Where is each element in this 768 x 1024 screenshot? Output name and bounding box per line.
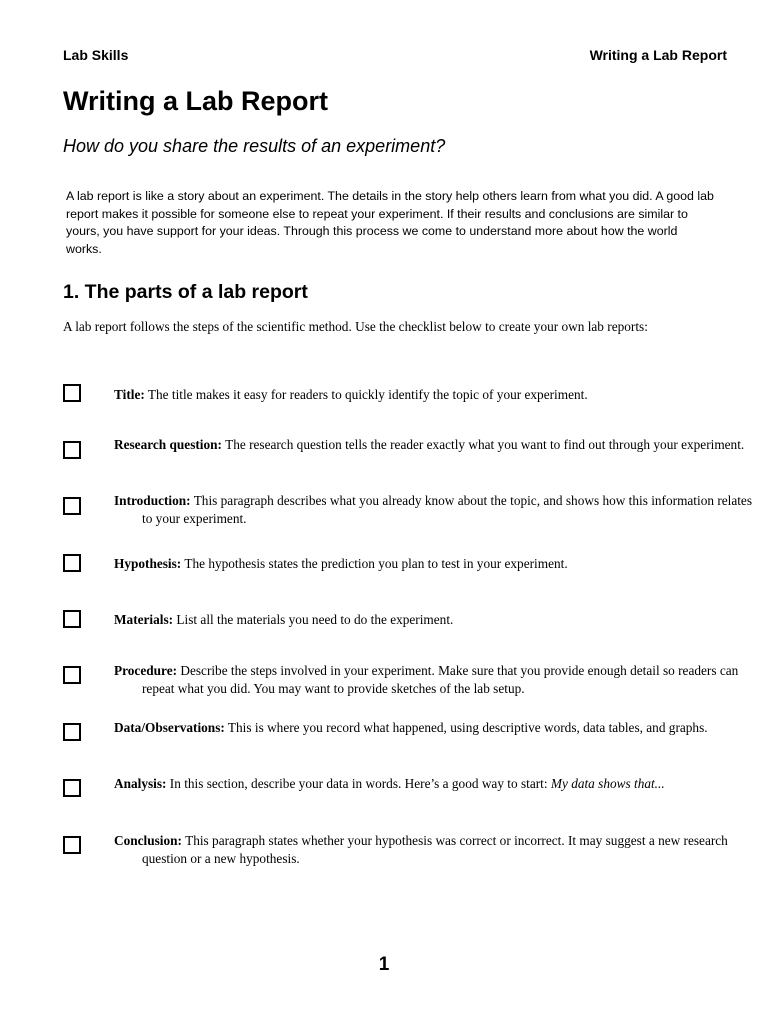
checklist-item-term: Introduction:: [114, 493, 191, 508]
page-title: Writing a Lab Report: [63, 86, 329, 116]
checkbox[interactable]: [63, 836, 81, 854]
checklist-item-description: This is where you record what happened, using descriptive words, data tables, and graphs.: [227, 720, 708, 735]
checklist-item-description: List all the materials you need to do the experiment.: [176, 612, 454, 627]
checklist-item-text: [114, 555, 752, 573]
checklist-item-data-observations: [63, 722, 727, 762]
checkbox[interactable]: [63, 723, 81, 741]
running-header-right: Writing a Lab Report: [589, 47, 727, 63]
checklist-item-description: In this section, describe your data in words. Here’s a good way to start:: [169, 776, 548, 791]
checklist-item-hypothesis: [63, 553, 727, 593]
checklist-item-term: Hypothesis:: [114, 556, 182, 571]
checklist-item-term: Procedure:: [114, 663, 178, 678]
checkbox[interactable]: [63, 666, 81, 684]
checklist-item-text: [114, 775, 752, 793]
checklist-item-text: [114, 492, 752, 528]
checklist-item-title: [63, 383, 727, 423]
checklist-item-description: This paragraph describes what you already know about the topic, and shows how this information relates to your experiment.: [142, 493, 753, 526]
checklist-item-term: Conclusion:: [114, 833, 182, 848]
checkbox[interactable]: [63, 779, 81, 797]
checklist-item-italic-prompt: My data shows that...: [550, 776, 665, 791]
checklist-item-text: [114, 436, 752, 454]
checklist-item-text: [114, 611, 752, 629]
checklist-item-description: The title makes it easy for readers to quickly identify the topic of your experiment.: [147, 387, 588, 402]
checkbox[interactable]: [63, 610, 81, 628]
checklist-item-term: Title:: [114, 387, 145, 402]
checkbox[interactable]: [63, 497, 81, 515]
checkbox[interactable]: [63, 441, 81, 459]
checklist-item-text: [114, 719, 752, 737]
section-lead-paragraph: A lab report follows the steps of the scientific method. Use the checklist below to create your own lab reports:: [63, 319, 648, 334]
intro-paragraph: A lab report is like a story about an experiment. The details in the story help others learn from what you did. A good lab report makes it possible for someone else to repeat your experiment. If their results and conclusions are similar to yours, you have support for your ideas. Through this process we come to understand more about how the world works.: [66, 189, 714, 256]
checklist-item-conclusion: [63, 835, 727, 875]
checklist-item-term: Materials:: [114, 612, 174, 627]
checkbox[interactable]: [63, 554, 81, 572]
checkbox[interactable]: [63, 384, 81, 402]
checklist-item-analysis: [63, 778, 727, 818]
checklist-item-term: Analysis:: [114, 776, 167, 791]
checklist-item-description: Describe the steps involved in your experiment. Make sure that you provide enough detail so readers can repeat what you did. You may want to provide sketches of the lab setup.: [142, 663, 739, 696]
checklist-item-text: [114, 386, 752, 404]
checklist-item-term: Research question:: [114, 437, 222, 452]
page-subtitle: How do you share the results of an experiment?: [63, 136, 446, 156]
section-heading: 1. The parts of a lab report: [63, 281, 308, 303]
page-number: 1: [378, 954, 390, 975]
checklist-item-text: [114, 662, 752, 698]
checklist-item-procedure: [63, 663, 739, 705]
checklist-item-introduction: [63, 493, 753, 536]
checklist-item-description: This paragraph states whether your hypothesis was correct or incorrect. It may suggest a new research question or a new hypothesis.: [142, 833, 728, 866]
checklist-item-description: The research question tells the reader exactly what you want to find out through your experiment.: [225, 437, 745, 452]
running-header-left: Lab Skills: [63, 47, 129, 63]
checklist-item-research-question: [63, 437, 745, 480]
checklist-item-text: [114, 832, 752, 868]
checklist-item-description: The hypothesis states the prediction you plan to test in your experiment.: [184, 556, 568, 571]
checklist-item-term: Data/Observations:: [114, 720, 225, 735]
checklist-item-materials: [63, 609, 727, 649]
